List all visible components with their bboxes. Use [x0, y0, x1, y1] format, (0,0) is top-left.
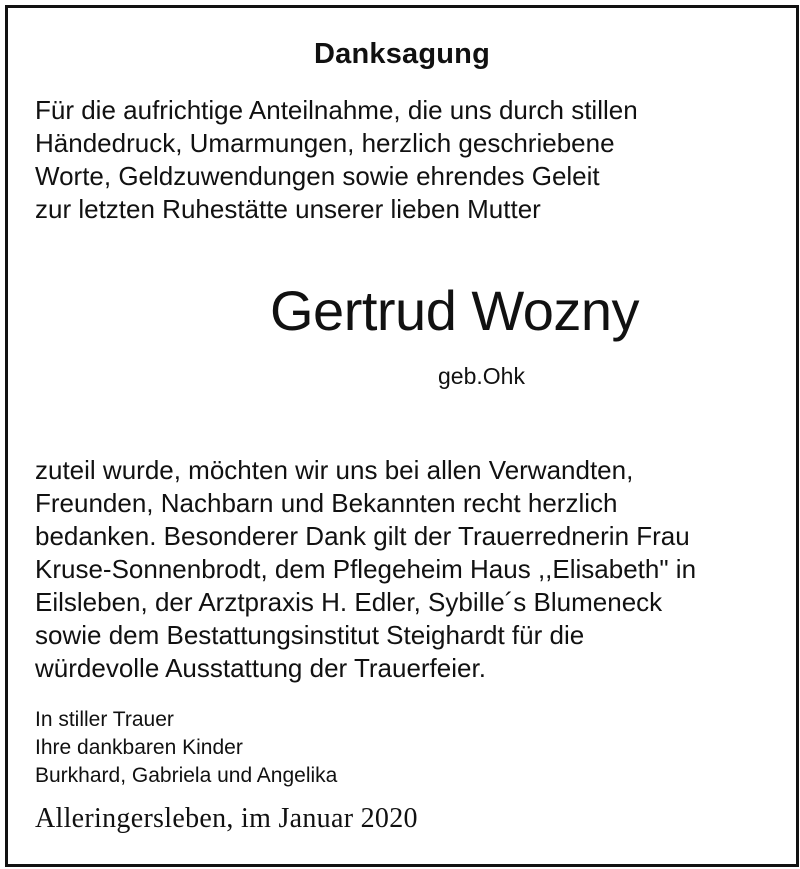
place-date: Alleringersleben, im Januar 2020 [35, 803, 418, 834]
obituary-notice-frame [5, 5, 799, 867]
thanks-line: Eilsleben, der Arztpraxis H. Edler, Sybille´s Blumeneck [35, 587, 663, 617]
birth-name: geb.Ohk [438, 363, 525, 389]
notice-heading: Danksagung [313, 38, 491, 70]
thanks-line: sowie dem Bestattungsinstitut Steighardt für die [35, 620, 585, 650]
thanks-line: Freunden, Nachbarn und Bekannten recht herzlich [35, 488, 618, 518]
intro-line: zur letzten Ruhestätte unserer lieben Mutter [35, 194, 541, 224]
signature-block [35, 706, 337, 790]
thanks-line: Kruse-Sonnenbrodt, dem Pflegeheim Haus ,,Elisabeth" in [35, 554, 697, 584]
signature-line: In stiller Trauer [35, 708, 174, 731]
signature-line: Burkhard, Gabriela und Angelika [35, 764, 338, 787]
thanks-line: bedanken. Besonderer Dank gilt der Trauerrednerin Frau [35, 521, 690, 551]
signature-line: Ihre dankbaren Kinder [35, 736, 243, 759]
thanks-line: zuteil wurde, möchten wir uns bei allen Verwandten, [35, 455, 634, 485]
intro-line: Für die aufrichtige Anteilnahme, die uns durch stillen [35, 95, 638, 125]
deceased-name: Gertrud Wozny [270, 279, 640, 342]
thanks-paragraph [35, 454, 696, 685]
intro-paragraph [35, 94, 638, 226]
intro-line: Worte, Geldzuwendungen sowie ehrendes Geleit [35, 161, 600, 191]
thanks-line: würdevolle Ausstattung der Trauerfeier. [35, 653, 486, 683]
intro-line: Händedruck, Umarmungen, herzlich geschriebene [35, 128, 615, 158]
